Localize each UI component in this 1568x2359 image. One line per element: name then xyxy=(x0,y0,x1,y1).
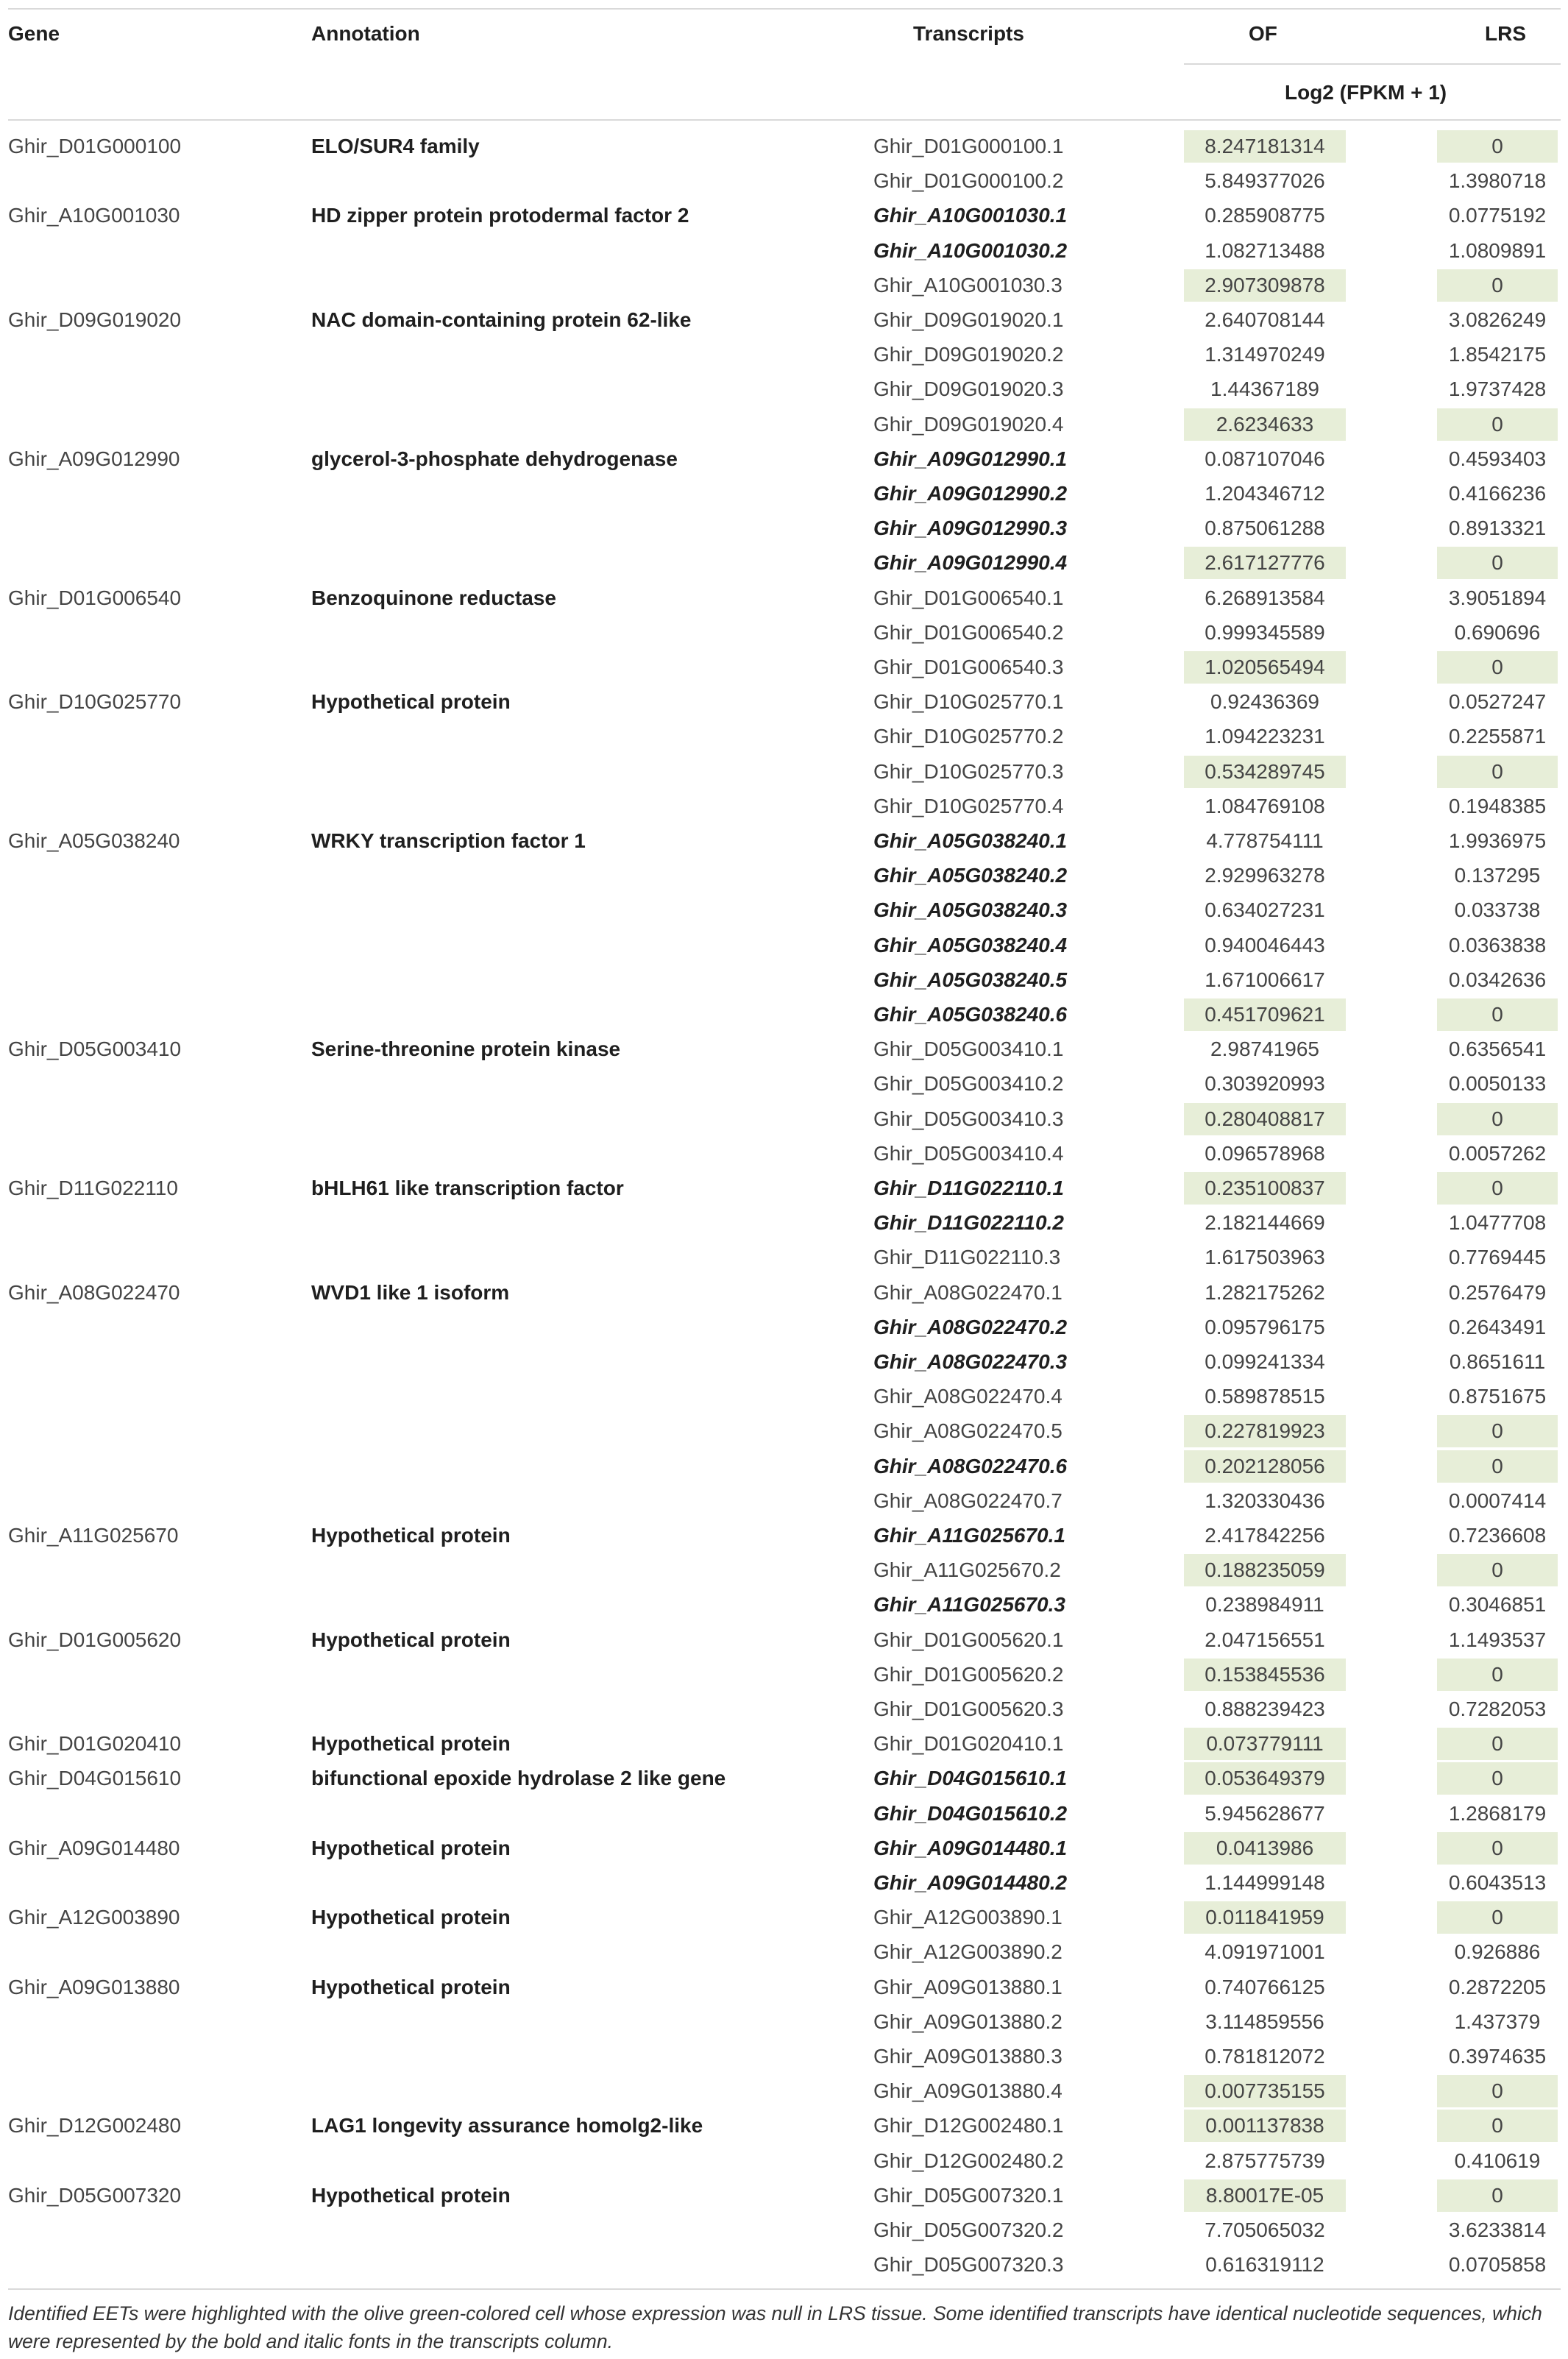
of-value-cell: 1.204346712 xyxy=(1205,482,1325,505)
of-value-cell: 0.001137838 xyxy=(1205,2114,1324,2137)
gene-cell: Ghir_A09G013880 xyxy=(8,1976,180,1998)
of-value-cell: 1.084769108 xyxy=(1205,795,1325,817)
lrs-value-cell: 1.1493537 xyxy=(1448,1628,1547,1651)
header-unit: Log2 (FPKM + 1) xyxy=(1285,81,1447,104)
lrs-value-cell: 0 xyxy=(1491,1663,1503,1686)
gene-cell: Ghir_D01G020410 xyxy=(8,1732,182,1755)
transcript-cell: Ghir_A11G025670.1 xyxy=(873,1524,1065,1547)
of-value-cell: 5.849377026 xyxy=(1205,169,1325,192)
of-value-cell: 0.153845536 xyxy=(1205,1663,1325,1686)
annotation-cell: glycerol-3-phosphate dehydrogenase xyxy=(311,447,678,470)
annotation-cell: NAC domain-containing protein 62-like xyxy=(311,308,692,331)
transcript-cell: Ghir_D12G002480.2 xyxy=(873,2149,1064,2172)
of-value-cell: 1.282175262 xyxy=(1205,1281,1325,1304)
lrs-value-cell: 0.6043513 xyxy=(1448,1871,1547,1894)
annotation-cell: Hypothetical protein xyxy=(311,1732,511,1755)
annotation-cell: Hypothetical protein xyxy=(311,1628,511,1651)
gene-cell: Ghir_D04G015610 xyxy=(8,1767,182,1789)
annotation-cell: Serine-threonine protein kinase xyxy=(311,1037,621,1060)
lrs-value-cell: 0 xyxy=(1491,1419,1503,1442)
lrs-value-cell: 0.2643491 xyxy=(1448,1316,1547,1338)
transcript-cell: Ghir_A09G013880.4 xyxy=(873,2079,1063,2102)
lrs-value-cell: 0.3046851 xyxy=(1448,1593,1547,1616)
transcript-cell: Ghir_D01G000100.1 xyxy=(873,135,1064,157)
transcript-cell: Ghir_D01G006540.2 xyxy=(873,621,1064,644)
of-value-cell: 0.875061288 xyxy=(1205,517,1325,539)
header-gene: Gene xyxy=(8,22,60,45)
lrs-value-cell: 0 xyxy=(1491,2184,1503,2207)
lrs-value-cell: 3.6233814 xyxy=(1448,2218,1547,2241)
of-value-cell: 0.940046443 xyxy=(1205,934,1325,957)
transcript-cell: Ghir_A05G038240.2 xyxy=(873,864,1068,887)
lrs-value-cell: 0.137295 xyxy=(1454,864,1541,887)
transcript-cell: Ghir_A11G025670.2 xyxy=(873,1558,1061,1581)
transcript-cell: Ghir_A11G025670.3 xyxy=(873,1593,1065,1616)
transcript-cell: Ghir_A05G038240.6 xyxy=(873,1003,1068,1026)
of-value-cell: 0.227819923 xyxy=(1205,1419,1325,1442)
of-value-cell: 2.182144669 xyxy=(1205,1211,1325,1234)
of-value-cell: 0.999345589 xyxy=(1205,621,1325,644)
of-value-cell: 0.92436369 xyxy=(1210,690,1319,713)
of-value-cell: 0.096578968 xyxy=(1205,1142,1325,1165)
lrs-value-cell: 0 xyxy=(1491,1906,1503,1929)
lrs-value-cell: 0.8651611 xyxy=(1449,1350,1546,1373)
transcript-cell: Ghir_A09G012990.2 xyxy=(873,482,1068,505)
annotation-cell: Hypothetical protein xyxy=(311,1976,511,1998)
gene-cell: Ghir_D05G003410 xyxy=(8,1037,182,1060)
annotation-cell: bHLH61 like transcription factor xyxy=(311,1177,624,1199)
lrs-value-cell: 0.0057262 xyxy=(1448,1142,1547,1165)
lrs-value-cell: 0.4593403 xyxy=(1448,447,1547,470)
of-value-cell: 0.053649379 xyxy=(1205,1767,1325,1789)
gene-cell: Ghir_A11G025670 xyxy=(8,1524,179,1547)
lrs-value-cell: 0.0342636 xyxy=(1448,968,1547,991)
transcript-cell: Ghir_A08G022470.4 xyxy=(873,1385,1063,1408)
lrs-value-cell: 0.0007414 xyxy=(1448,1489,1547,1512)
of-value-cell: 2.98741965 xyxy=(1210,1037,1319,1060)
of-value-cell: 1.320330436 xyxy=(1205,1489,1325,1512)
transcript-cell: Ghir_D05G007320.1 xyxy=(873,2184,1064,2207)
gene-cell: Ghir_D01G006540 xyxy=(8,586,182,609)
of-value-cell: 1.314970249 xyxy=(1205,343,1325,366)
annotation-cell: Hypothetical protein xyxy=(311,1837,511,1859)
of-value-cell: 1.144999148 xyxy=(1205,1871,1325,1894)
annotation-cell: WVD1 like 1 isoform xyxy=(311,1281,510,1304)
of-value-cell: 0.202128056 xyxy=(1205,1455,1325,1478)
lrs-value-cell: 0 xyxy=(1491,274,1503,297)
transcript-cell: Ghir_D04G015610.2 xyxy=(873,1802,1068,1825)
lrs-value-cell: 1.9737428 xyxy=(1448,377,1547,400)
annotation-cell: Hypothetical protein xyxy=(311,1906,511,1929)
transcript-cell: Ghir_D10G025770.2 xyxy=(873,725,1064,748)
gene-cell: Ghir_D09G019020 xyxy=(8,308,182,331)
transcript-cell: Ghir_D01G020410.1 xyxy=(873,1732,1064,1755)
annotation-cell: bifunctional epoxide hydrolase 2 like gene xyxy=(311,1767,726,1789)
lrs-value-cell: 0.926886 xyxy=(1454,1940,1541,1963)
header-lrs: LRS xyxy=(1485,22,1526,45)
transcript-cell: Ghir_A05G038240.1 xyxy=(873,829,1068,852)
gene-cell: Ghir_A12G003890 xyxy=(8,1906,180,1929)
lrs-value-cell: 3.9051894 xyxy=(1448,586,1547,609)
transcript-cell: Ghir_D05G003410.2 xyxy=(873,1072,1064,1095)
of-value-cell: 0.280408817 xyxy=(1205,1107,1325,1130)
of-value-cell: 2.907309878 xyxy=(1205,274,1325,297)
transcript-cell: Ghir_A09G014480.1 xyxy=(873,1837,1068,1859)
of-value-cell: 0.781812072 xyxy=(1205,2045,1325,2068)
lrs-value-cell: 0.690696 xyxy=(1454,621,1541,644)
lrs-value-cell: 0.4166236 xyxy=(1448,482,1547,505)
transcript-cell: Ghir_D05G003410.3 xyxy=(873,1107,1064,1130)
annotation-cell: Benzoquinone reductase xyxy=(311,586,556,609)
lrs-value-cell: 0.2872205 xyxy=(1448,1976,1547,1998)
gene-cell: Ghir_A10G001030 xyxy=(8,204,180,227)
of-value-cell: 2.6234633 xyxy=(1216,413,1314,436)
of-value-cell: 0.0413986 xyxy=(1216,1837,1314,1859)
gene-cell: Ghir_A09G014480 xyxy=(8,1837,180,1859)
transcript-cell: Ghir_D01G006540.3 xyxy=(873,656,1064,678)
of-value-cell: 5.945628677 xyxy=(1205,1802,1325,1825)
lrs-value-cell: 0.2255871 xyxy=(1448,725,1547,748)
transcript-cell: Ghir_A08G022470.1 xyxy=(873,1281,1063,1304)
lrs-value-cell: 0.0363838 xyxy=(1448,934,1547,957)
transcript-cell: Ghir_D01G005620.1 xyxy=(873,1628,1064,1651)
of-value-cell: 1.094223231 xyxy=(1205,725,1325,748)
transcript-cell: Ghir_D09G019020.2 xyxy=(873,343,1064,366)
lrs-value-cell: 0.2576479 xyxy=(1448,1281,1547,1304)
lrs-value-cell: 0.6356541 xyxy=(1448,1037,1547,1060)
transcript-cell: Ghir_D11G022110.2 xyxy=(873,1211,1064,1234)
transcript-cell: Ghir_A05G038240.4 xyxy=(873,934,1068,957)
of-value-cell: 8.80017E-05 xyxy=(1205,2184,1324,2207)
of-value-cell: 0.634027231 xyxy=(1205,898,1325,921)
transcript-cell: Ghir_D01G005620.3 xyxy=(873,1698,1064,1720)
transcript-cell: Ghir_A10G001030.1 xyxy=(873,204,1068,227)
of-value-cell: 1.671006617 xyxy=(1205,968,1325,991)
transcript-cell: Ghir_D05G007320.2 xyxy=(873,2218,1064,2241)
table-footnote: Identified EETs were highlighted with the olive green-colored cell whose expression was null in LRS tissue. Some identified transcripts have identical nucleotide sequences, which were represented by the bold and italic fonts in the transcripts column. xyxy=(8,2302,1542,2352)
lrs-value-cell: 0 xyxy=(1491,135,1503,157)
lrs-value-cell: 0 xyxy=(1491,1003,1503,1026)
annotation-cell: Hypothetical protein xyxy=(311,1524,511,1547)
header-bottom-rule xyxy=(8,119,1561,121)
transcript-cell: Ghir_D01G006540.1 xyxy=(873,586,1064,609)
lrs-value-cell: 1.0477708 xyxy=(1448,1211,1547,1234)
lrs-value-cell: 0 xyxy=(1491,760,1503,783)
of-value-cell: 2.417842256 xyxy=(1205,1524,1325,1547)
lrs-value-cell: 0.1948385 xyxy=(1448,795,1547,817)
of-value-cell: 0.235100837 xyxy=(1205,1177,1325,1199)
lrs-value-cell: 1.0809891 xyxy=(1448,239,1547,262)
transcript-cell: Ghir_A08G022470.6 xyxy=(873,1455,1068,1478)
transcript-cell: Ghir_A12G003890.2 xyxy=(873,1940,1063,1963)
transcript-cell: Ghir_D01G005620.2 xyxy=(873,1663,1064,1686)
gene-cell: Ghir_D01G000100 xyxy=(8,135,182,157)
lrs-value-cell: 1.2868179 xyxy=(1448,1802,1547,1825)
annotation-cell: ELO/SUR4 family xyxy=(311,135,480,157)
lrs-value-cell: 1.437379 xyxy=(1454,2010,1541,2033)
of-value-cell: 0.303920993 xyxy=(1205,1072,1325,1095)
transcript-cell: Ghir_A12G003890.1 xyxy=(873,1906,1063,1929)
of-value-cell: 0.451709621 xyxy=(1205,1003,1325,1026)
table-bottom-rule xyxy=(8,2288,1561,2290)
of-value-cell: 2.640708144 xyxy=(1205,308,1325,331)
lrs-value-cell: 0 xyxy=(1491,1558,1503,1581)
transcript-cell: Ghir_A09G013880.2 xyxy=(873,2010,1063,2033)
transcript-cell: Ghir_D10G025770.3 xyxy=(873,760,1064,783)
gene-cell: Ghir_D10G025770 xyxy=(8,690,182,713)
gene-cell: Ghir_A09G012990 xyxy=(8,447,180,470)
transcript-cell: Ghir_A10G001030.2 xyxy=(873,239,1068,262)
lrs-value-cell: 0.7282053 xyxy=(1448,1698,1547,1720)
transcript-cell: Ghir_D09G019020.4 xyxy=(873,413,1064,436)
of-value-cell: 6.268913584 xyxy=(1205,586,1325,609)
of-value-cell: 1.082713488 xyxy=(1205,239,1325,262)
transcript-cell: Ghir_D05G003410.1 xyxy=(873,1037,1064,1060)
of-value-cell: 0.589878515 xyxy=(1205,1385,1325,1408)
of-value-cell: 8.247181314 xyxy=(1205,135,1325,157)
lrs-value-cell: 1.8542175 xyxy=(1448,343,1547,366)
lrs-value-cell: 0.0527247 xyxy=(1448,690,1547,713)
transcript-cell: Ghir_D01G000100.2 xyxy=(873,169,1064,192)
lrs-value-cell: 0 xyxy=(1491,413,1503,436)
annotation-cell: Hypothetical protein xyxy=(311,2184,511,2207)
transcript-cell: Ghir_A09G013880.1 xyxy=(873,1976,1063,1998)
lrs-value-cell: 1.3980718 xyxy=(1448,169,1547,192)
transcript-cell: Ghir_A08G022470.5 xyxy=(873,1419,1063,1442)
lrs-value-cell: 0 xyxy=(1491,2079,1503,2102)
gene-cell: Ghir_D01G005620 xyxy=(8,1628,182,1651)
lrs-value-cell: 1.9936975 xyxy=(1448,829,1547,852)
of-value-cell: 0.740766125 xyxy=(1205,1976,1325,1998)
annotation-cell: LAG1 longevity assurance homolg2-like xyxy=(311,2114,703,2137)
header-annotation: Annotation xyxy=(311,22,420,45)
of-value-cell: 0.007735155 xyxy=(1205,2079,1325,2102)
of-value-cell: 7.705065032 xyxy=(1205,2218,1325,2241)
lrs-value-cell: 0 xyxy=(1491,1837,1503,1859)
transcript-cell: Ghir_A08G022470.3 xyxy=(873,1350,1068,1373)
transcript-cell: Ghir_D12G002480.1 xyxy=(873,2114,1064,2137)
of-value-cell: 2.047156551 xyxy=(1205,1628,1325,1651)
lrs-value-cell: 0 xyxy=(1491,1177,1503,1199)
lrs-value-cell: 0 xyxy=(1491,1767,1503,1789)
lrs-value-cell: 0.8913321 xyxy=(1448,517,1547,539)
transcript-cell: Ghir_A09G014480.2 xyxy=(873,1871,1068,1894)
of-value-cell: 4.091971001 xyxy=(1205,1940,1325,1963)
of-value-cell: 0.534289745 xyxy=(1205,760,1325,783)
of-value-cell: 0.087107046 xyxy=(1205,447,1325,470)
lrs-value-cell: 0.8751675 xyxy=(1448,1385,1547,1408)
header-of: OF xyxy=(1249,22,1277,45)
lrs-value-cell: 0.0050133 xyxy=(1448,1072,1547,1095)
gene-cell: Ghir_D11G022110 xyxy=(8,1177,178,1199)
lrs-value-cell: 0.0775192 xyxy=(1448,204,1547,227)
of-value-cell: 0.099241334 xyxy=(1205,1350,1325,1373)
transcript-cell: Ghir_A10G001030.3 xyxy=(873,274,1063,297)
transcript-cell: Ghir_A08G022470.2 xyxy=(873,1316,1068,1338)
annotation-cell: HD zipper protein protodermal factor 2 xyxy=(311,204,689,227)
of-value-cell: 2.617127776 xyxy=(1205,551,1325,574)
transcript-cell: Ghir_A08G022470.7 xyxy=(873,1489,1063,1512)
transcript-cell: Ghir_D10G025770.1 xyxy=(873,690,1064,713)
of-value-cell: 2.929963278 xyxy=(1205,864,1325,887)
of-value-cell: 2.875775739 xyxy=(1205,2149,1325,2172)
of-value-cell: 1.020565494 xyxy=(1205,656,1325,678)
of-value-cell: 0.095796175 xyxy=(1205,1316,1325,1338)
lrs-value-cell: 0.7236608 xyxy=(1448,1524,1547,1547)
transcript-cell: Ghir_D09G019020.1 xyxy=(873,308,1064,331)
of-value-cell: 4.778754111 xyxy=(1206,829,1324,852)
gene-cell: Ghir_D12G002480 xyxy=(8,2114,182,2137)
table-top-rule xyxy=(8,8,1561,10)
lrs-value-cell: 0.7769445 xyxy=(1448,1246,1547,1269)
transcript-cell: Ghir_D11G022110.3 xyxy=(873,1246,1061,1269)
of-value-cell: 0.285908775 xyxy=(1205,204,1325,227)
transcript-cell: Ghir_D10G025770.4 xyxy=(873,795,1064,817)
of-value-cell: 0.888239423 xyxy=(1205,1698,1325,1720)
annotation-cell: WRKY transcription factor 1 xyxy=(311,829,586,852)
gene-cell: Ghir_A08G022470 xyxy=(8,1281,180,1304)
gene-cell: Ghir_D05G007320 xyxy=(8,2184,182,2207)
lrs-value-cell: 0 xyxy=(1491,1107,1503,1130)
lrs-value-cell: 0 xyxy=(1491,1732,1503,1755)
of-value-cell: 0.616319112 xyxy=(1205,2253,1324,2276)
transcript-cell: Ghir_D09G019020.3 xyxy=(873,377,1064,400)
lrs-value-cell: 0.3974635 xyxy=(1448,2045,1547,2068)
of-value-cell: 0.188235059 xyxy=(1205,1558,1325,1581)
transcript-cell: Ghir_A09G012990.3 xyxy=(873,517,1068,539)
of-value-cell: 0.238984911 xyxy=(1205,1593,1324,1616)
lrs-value-cell: 0.033738 xyxy=(1454,898,1541,921)
transcript-cell: Ghir_D11G022110.1 xyxy=(873,1177,1064,1199)
lrs-value-cell: 0.0705858 xyxy=(1448,2253,1547,2276)
transcript-cell: Ghir_D05G003410.4 xyxy=(873,1142,1064,1165)
of-value-cell: 1.44367189 xyxy=(1210,377,1319,400)
lrs-value-cell: 0 xyxy=(1491,1455,1503,1478)
of-value-cell: 1.617503963 xyxy=(1205,1246,1325,1269)
transcript-cell: Ghir_A05G038240.5 xyxy=(873,968,1068,991)
transcript-cell: Ghir_A09G013880.3 xyxy=(873,2045,1063,2068)
transcript-cell: Ghir_A09G012990.1 xyxy=(873,447,1068,470)
lrs-value-cell: 0 xyxy=(1491,551,1503,574)
lrs-value-cell: 3.0826249 xyxy=(1448,308,1547,331)
lrs-value-cell: 0 xyxy=(1491,656,1503,678)
transcript-cell: Ghir_A09G012990.4 xyxy=(873,551,1068,574)
lrs-value-cell: 0.410619 xyxy=(1454,2149,1541,2172)
of-value-cell: 0.011841959 xyxy=(1205,1906,1324,1929)
annotation-cell: Hypothetical protein xyxy=(311,690,511,713)
gene-cell: Ghir_A05G038240 xyxy=(8,829,180,852)
of-value-cell: 0.073779111 xyxy=(1206,1732,1324,1755)
lrs-value-cell: 0 xyxy=(1491,2114,1503,2137)
header-span-rule xyxy=(1184,63,1561,65)
of-value-cell: 3.114859556 xyxy=(1205,2010,1324,2033)
transcript-cell: Ghir_A05G038240.3 xyxy=(873,898,1068,921)
transcript-cell: Ghir_D05G007320.3 xyxy=(873,2253,1064,2276)
header-transcripts: Transcripts xyxy=(913,22,1024,45)
transcript-cell: Ghir_D04G015610.1 xyxy=(873,1767,1068,1789)
